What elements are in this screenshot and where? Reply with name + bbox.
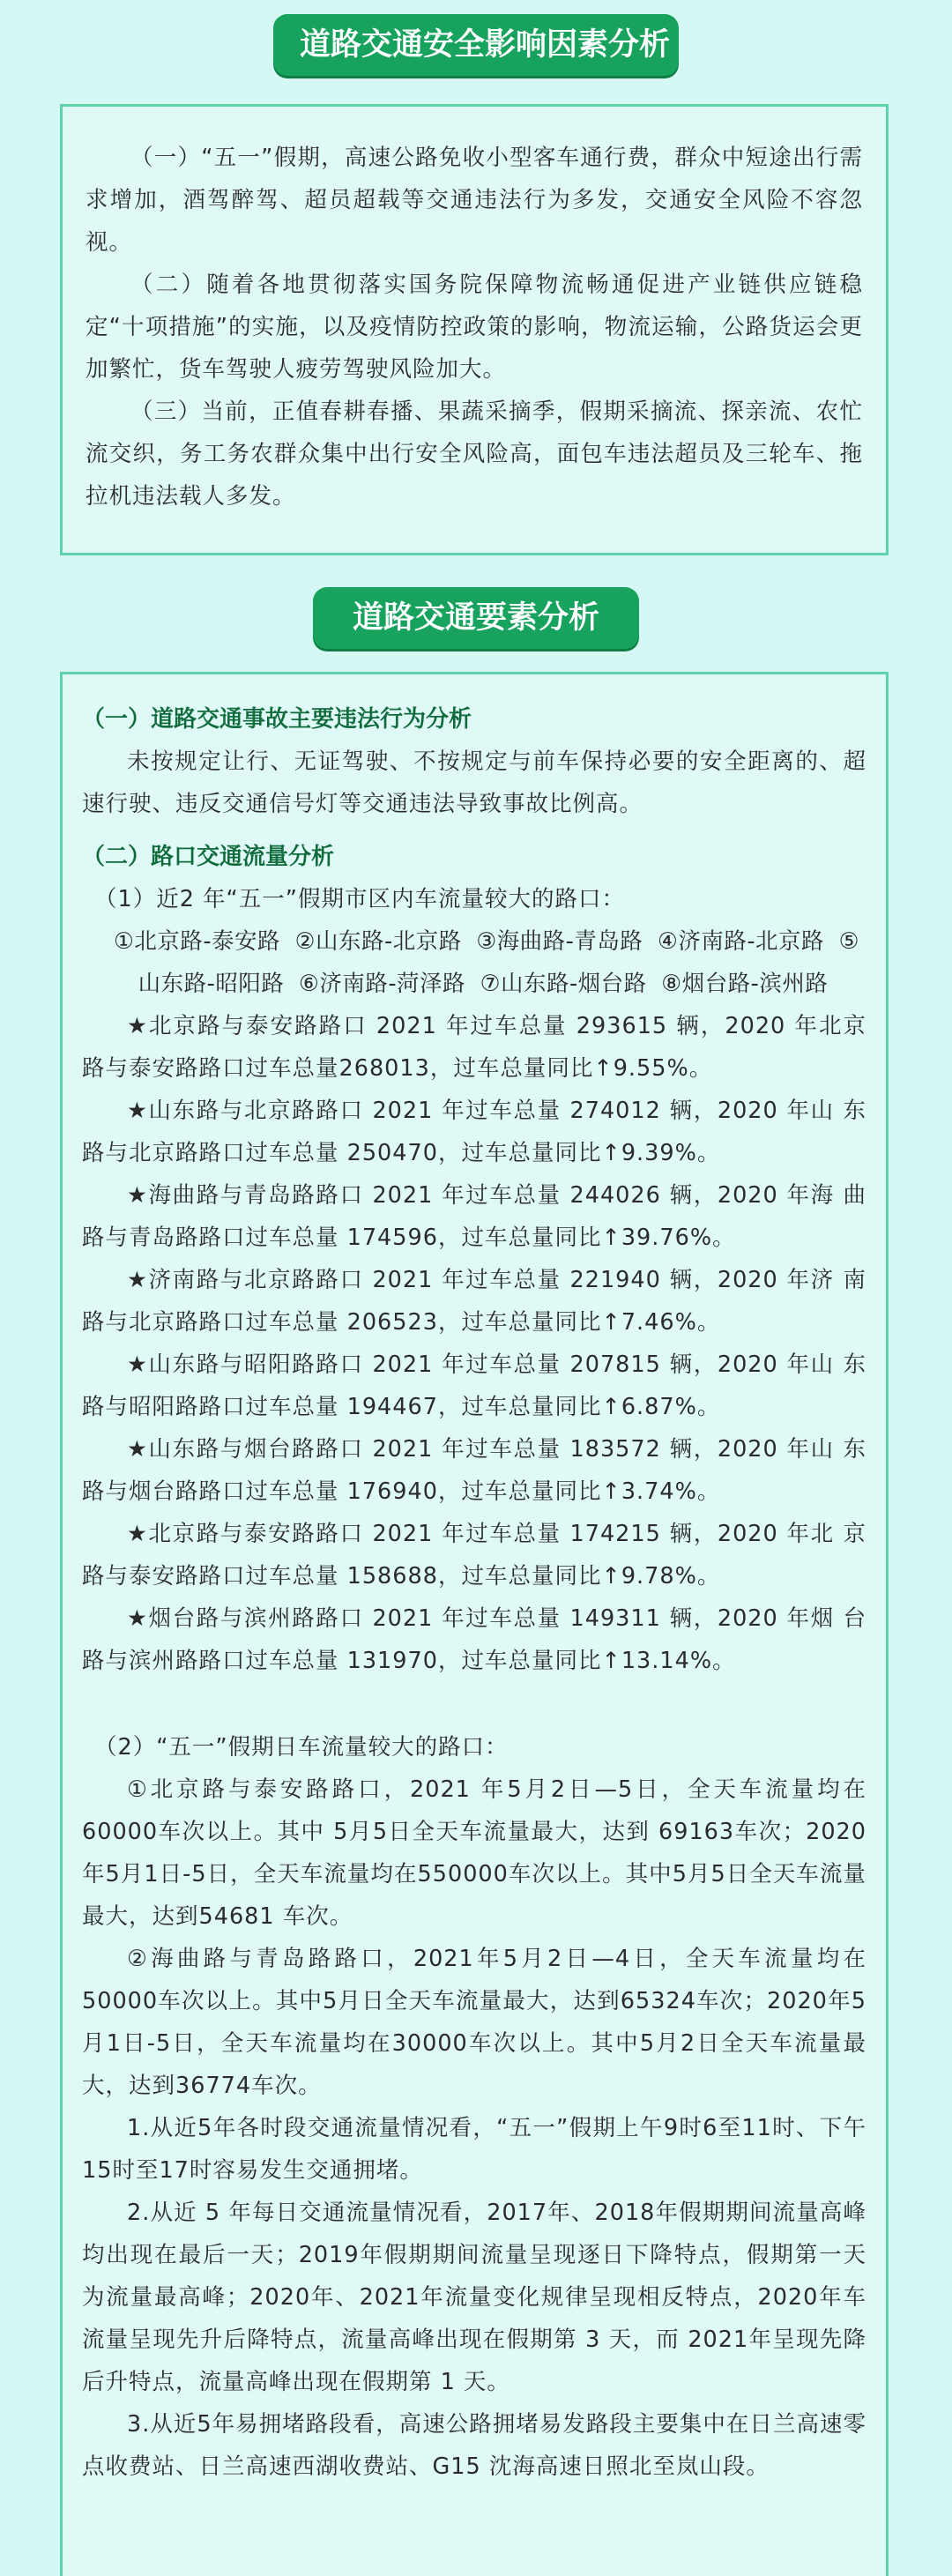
flow-part1-intro: （1）近2 年“五一”假期市区内车流量较大的路口： [94,886,625,912]
safety-factor-paragraph-1: （一）“五一”假期，高速公路免收小型客车通行费，群众中短途出行需求增加，酒驾醉驾、超员超载等交通违法行为多发，交通安全风险不容忽视。 [86,145,863,256]
safety-factors-content [86,137,863,517]
intersection-stat: ★山东路与昭阳路路口 2021 年过车总量 207815 辆，2020 年山 东路与昭阳路路口过车总量 194467，过车总量同比↑6.87%。 [82,1351,866,1420]
intersection-item: ①北京路-泰安路 [113,928,281,955]
intersection-item: ⑤山东路-昭阳路 [138,928,860,997]
safety-factor-paragraph-2: （二）随着各地贯彻落实国务院保障物流畅通促进产业链供应链稳定“十项措施”的实施，以及疫情防控政策的影响，物流运输，公路货运会更加繁忙，货车驾驶人疲劳驾驶风险加大。 [86,272,863,383]
section-title-safety-factors: 道路交通安全影响因素分析 [273,14,679,76]
intersection-stat: ★山东路与北京路路口 2021 年过车总量 274012 辆，2020 年山 东路与北京路路口过车总量 250470，过车总量同比↑9.39%。 [82,1098,866,1166]
traffic-elements-panel [60,672,889,2576]
traffic-elements-content [82,698,866,2488]
intersection-stat: ★北京路与泰安路路口 2021 年过车总量 174215 辆，2020 年北 京路与泰安路路口过车总量 158688，过车总量同比↑9.78%。 [82,1521,866,1590]
intersection-item: ④济南路-北京路 [657,928,825,955]
subsection-heading-violations: （一）道路交通事故主要违法行为分析 [82,706,472,733]
intersection-item: ③海曲路-青岛路 [476,928,643,955]
intersection-stat: ★北京路与泰安路路口 2021 年过车总量 293615 辆，2020 年北京路与泰安路路口过车总量268013，过车总量同比↑9.55%。 [82,1013,866,1082]
daily-flow-paragraph: 2.从近 5 年每日交通流量情况看，2017年、2018年假期期间流量高峰均出现在最后一天；2019年假期期间流量呈现逐日下降特点，假期第一天为流量最高峰；2020年、2021年流量变化规律呈现相反特点，2020年车流量呈现先升后降特点，流量高峰出现在假期第 3 天，而 2021年呈现先降后升特点，流量高峰出现在假期第 1 天。 [82,2200,866,2395]
intersection-stat: ★烟台路与滨州路路口 2021 年过车总量 149311 辆，2020 年烟 台路与滨州路路口过车总量 131970，过车总量同比↑13.14%。 [82,1605,866,1674]
intersection-stat: ★山东路与烟台路路口 2021 年过车总量 183572 辆，2020 年山 东路与烟台路路口过车总量 176940，过车总量同比↑3.74%。 [82,1436,866,1505]
intersection-stat: ★海曲路与青岛路路口 2021 年过车总量 244026 辆，2020 年海 曲路与青岛路路口过车总量 174596，过车总量同比↑39.76%。 [82,1182,866,1251]
safety-factor-paragraph-3: （三）当前，正值春耕春播、果蔬采摘季，假期采摘流、探亲流、农忙流交织，务工务农群众集中出行安全风险高，面包车违法超员及三轮车、拖拉机违法载人多发。 [86,398,863,510]
intersection-stat: ★济南路与北京路路口 2021 年过车总量 221940 辆，2020 年济 南路与北京路路口过车总量 206523，过车总量同比↑7.46%。 [82,1267,866,1336]
intersection-item: ②山东路-北京路 [294,928,462,955]
intersection-item: ⑦山东路-烟台路 [480,971,647,997]
section-title-traffic-elements: 道路交通要素分析 [313,587,639,649]
subsection-heading-intersection-flow: （二）路口交通流量分析 [82,844,335,870]
safety-factors-panel [60,104,889,555]
violations-text: 未按规定让行、无证驾驶、不按规定与前车保持必要的安全距离的、超速行驶、违反交通信号灯等交通违法导致事故比例高。 [82,748,866,817]
intersection-list [82,920,866,1005]
daily-flow-paragraph: ①北京路与泰安路路口，2021 年5月2日—5日，全天车流量均在60000车次以上。其中 5月5日全天车流量最大，达到 69163车次；2020年5月1日-5日，全天车流量均在550000车次以上。其中5月5日全天车流量最大，达到54681 车次。 [82,1776,866,1930]
intersection-item: ⑥济南路-菏泽路 [298,971,466,997]
daily-flow-paragraph: 3.从近5年易拥堵路段看，高速公路拥堵易发路段主要集中在日兰高速零点收费站、日兰高速西湖收费站、G15 沈海高速日照北至岚山段。 [82,2411,866,2480]
daily-flow-paragraph: ②海曲路与青岛路路口，2021年5月2日—4日，全天车流量均在50000车次以上。其中5月日全天车流量最大，达到65324车次；2020年5月1日-5日，全天车流量均在30000车次以上。其中5月2日全天车流量最大，达到36774车次。 [82,1946,866,2099]
flow-part2-intro: （2）“五一”假期日车流量较大的路口： [94,1734,509,1761]
daily-flow-paragraph: 1.从近5年各时段交通流量情况看，“五一”假期上午9时6至11时、下午15时至17时容易发生交通拥堵。 [82,2115,866,2184]
intersection-item: ⑧烟台路-滨州路 [661,971,829,997]
